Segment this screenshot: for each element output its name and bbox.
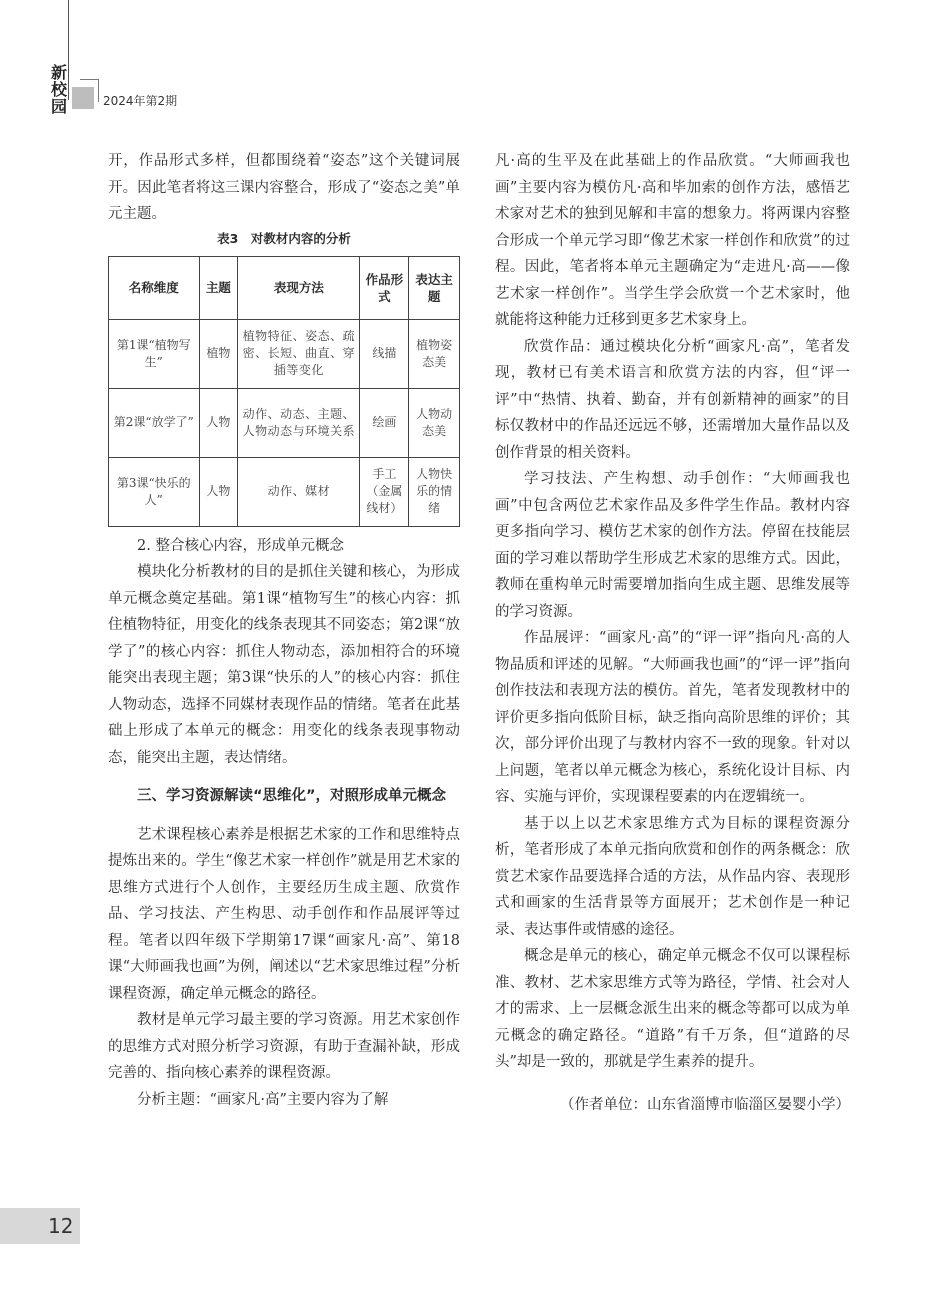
masthead-char: 园 [50, 97, 67, 116]
table-cell: 植物姿态美 [409, 319, 460, 388]
paragraph: 教材是单元学习最主要的学习资源。用艺术家创作的思维方式对照分析学习资源，有助于查漏补缺，形成完善的、指向核心素养的课程资源。 [108, 1012, 460, 1081]
table-caption: 表3 对教材内容的分析 [217, 230, 351, 246]
table-header-cell: 表达主题 [409, 256, 460, 319]
table-cell: 人物 [199, 388, 238, 457]
table-header-row [109, 256, 460, 319]
paragraph: 艺术课程核心素养是根据艺术家的工作和思维特点提炼出来的。学生“像艺术家一样创作”就是用艺术家的思维方式进行个人创作，主要经历生成主题、欣赏作品、学习技法、产生构思、动手创作和作品展评等过程。笔者以四年级下学期第17课“画家凡·高”、第18课“大师画我也画”为例，阐述以“艺术家思维过程”分析课程资源，确定单元概念的路径。 [108, 826, 460, 1002]
paragraph: 开，作品形式多样，但都围绕着“姿态”这个关键词展开。因此笔者将这三课内容整合，形成了“姿态之美”单元主题。 [108, 153, 460, 222]
table-row [109, 388, 460, 457]
left-column [108, 148, 460, 1113]
table-cell: 动作、媒材 [238, 457, 360, 526]
subsection-heading: 2. 整合核心内容，形成单元概念 [137, 537, 344, 554]
table-cell: 线描 [360, 319, 409, 388]
table-row [109, 457, 460, 526]
page-number: 12 [48, 1214, 74, 1238]
header-rule [68, 0, 69, 100]
table-cell: 绘画 [360, 388, 409, 457]
masthead-char: 校 [50, 80, 67, 99]
paragraph: 模块化分析教材的目的是抓住关键和核心，为形成单元概念奠定基础。第1课“植物写生”的核心内容：抓住植物特征，用变化的线条表现其不同姿态；第2课“放学了”的核心内容：抓住人物动态，添加相符合的环境能突出表现主题；第3课“快乐的人”的核心内容：抓住人物动态，选择不同媒材表现作品的情绪。笔者在此基础上形成了本单元的概念：用变化的线条表现事物动态，能突出主题，表达情绪。 [108, 564, 460, 766]
table-cell: 第3课“快乐的人” [109, 457, 200, 526]
table-header-cell: 名称维度 [109, 256, 200, 319]
table-cell: 人物动态美 [409, 388, 460, 457]
paragraph: 凡·高的生平及在此基础上的作品欣赏。“大师画我也画”主要内容为模仿凡·高和毕加索的创作方法，感悟艺术家对艺术的独到见解和丰富的想象力。将两课内容整合形成一个单元学习即“像艺术家一样创作和欣赏”的过程。因此，笔者将本单元主题确定为“走进凡·高——像艺术家一样创作”。当学生学会欣赏一个艺术家时，他就能将这种能力迁移到更多艺术家身上。 [495, 153, 850, 328]
table-cell: 手工（金属线材） [360, 457, 409, 526]
table-cell: 人物 [199, 457, 238, 526]
table-row [109, 319, 460, 388]
paragraph: 概念是单元的核心，确定单元概念不仅可以课程标准、教材、艺术家思维方式等为路径，学情、社会对人才的需求、上一层概念派生出来的概念等都可以成为单元概念的确定路径。“道路”有千万条，但“道路的尽头”却是一致的，那就是学生素养的提升。 [495, 948, 850, 1070]
section-heading: 三、学习资源解读“思维化”，对照形成单元概念 [137, 788, 447, 804]
paragraph: 基于以上以艺术家思维方式为目标的课程资源分析，笔者形成了本单元指向欣赏和创作的两条概念：欣赏艺术家作品要选择合适的方法，从作品内容、表现形式和画家的生活背景等方面展开；艺术创作是一种记录、表达事件或情感的途径。 [495, 815, 850, 938]
journal-masthead [50, 64, 68, 115]
header-bracket-decoration [80, 79, 99, 102]
table-header-cell: 作品形式 [360, 256, 409, 319]
masthead-char: 新 [50, 63, 67, 82]
table-cell: 第1课“植物写生” [109, 319, 200, 388]
table-cell: 植物 [199, 319, 238, 388]
issue-label: 2024年第2期 [103, 94, 178, 108]
table-cell: 第2课“放学了” [109, 388, 200, 457]
table-cell: 植物特征、姿态、疏密、长短、曲直、穿插等变化 [238, 319, 360, 388]
paragraph: 欣赏作品：通过模块化分析“画家凡·高”，笔者发现，教材已有美术语言和欣赏方法的内容，但“评一评”中“热情、执着、勤奋，并有创新精神的画家”的目标仅教材中的作品还远远不够，还需增加大量作品以及创作背景的相关资料。 [495, 338, 850, 461]
paragraph: 学习技法、产生构想、动手创作：“大师画我也画”中包含两位艺术家作品及多件学生作品。教材内容更多指向学习、模仿艺术家的创作方法。停留在技能层面的学习难以帮助学生形成艺术家的思维方式。因此，教师在重构单元时需要增加指向生成主题、思维发展等的学习资源。 [495, 471, 850, 620]
paragraph: 作品展评：“画家凡·高”的“评一评”指向凡·高的人物品质和评述的见解。“大师画我也画”的“评一评”指向创作技法和表现方法的模仿。首先，笔者发现教材中的评价更多指向低阶目标，缺乏指向高阶思维的评价；其次，部分评价出现了与教材内容不一致的现象。针对以上问题，笔者以单元概念为核心，系统化设计目标、内容、实施与评价，实现课程要素的内在逻辑统一。 [495, 630, 850, 805]
paragraph: 分析主题：“画家凡·高”主要内容为了解 [137, 1091, 389, 1108]
table-cell: 人物快乐的情绪 [409, 457, 460, 526]
author-affiliation: （作者单位：山东省淄博市临淄区晏婴小学） [560, 1096, 850, 1113]
right-column [495, 148, 850, 1118]
table-header-cell: 表现方法 [238, 256, 360, 319]
content-analysis-table [108, 256, 460, 527]
table-cell: 动作、动态、主题、人物动态与环境关系 [238, 388, 360, 457]
table-header-cell: 主题 [199, 256, 238, 319]
